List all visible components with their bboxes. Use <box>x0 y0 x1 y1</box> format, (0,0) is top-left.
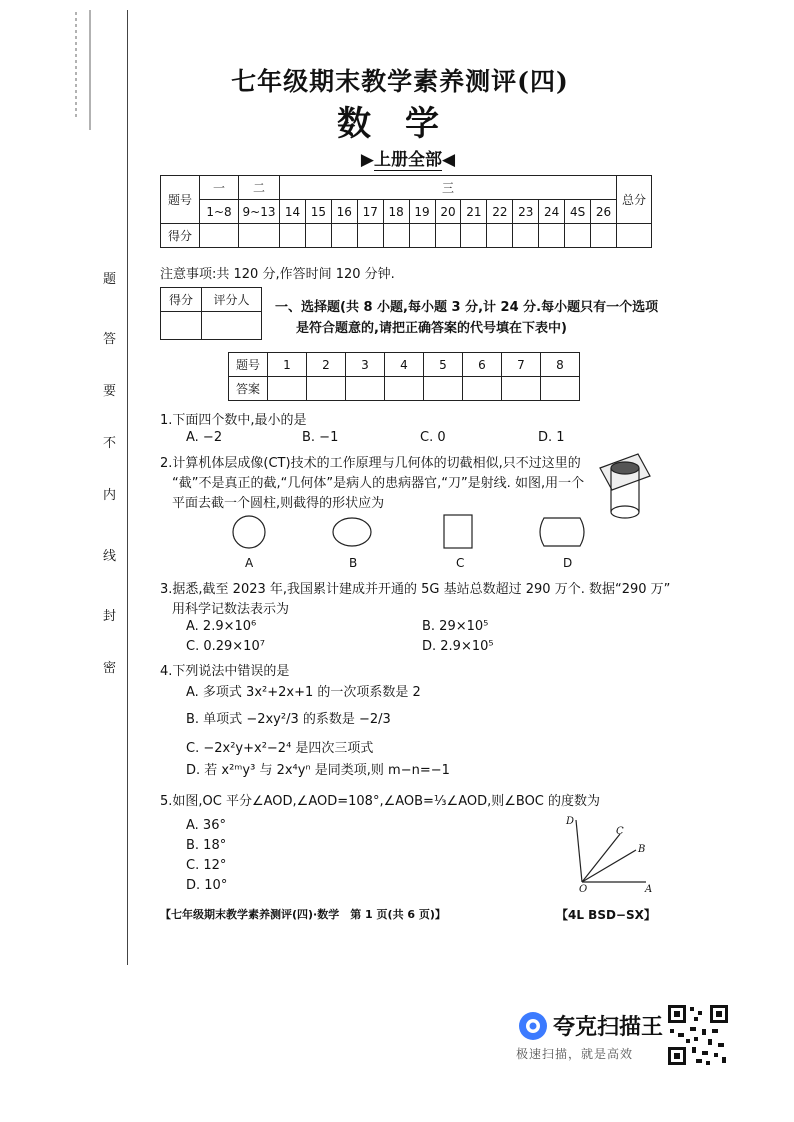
q3-option: D. 2.9×10⁵ <box>422 639 494 654</box>
question-number: 17 <box>357 200 383 224</box>
question-range: 1~8 <box>200 200 239 224</box>
total-cell[interactable] <box>617 224 652 248</box>
score-table <box>160 175 652 248</box>
label-d: D <box>566 816 575 827</box>
question-number: 15 <box>305 200 331 224</box>
label-a: A <box>645 884 653 894</box>
answer-cell[interactable] <box>385 377 424 401</box>
q5-stem: 5.如图,OC 平分∠AOD,∠AOD=108°,∠AOB=⅓∠AOD,则∠BOC 的度数为 <box>160 794 601 809</box>
question-number: 18 <box>383 200 409 224</box>
score-cell[interactable] <box>565 224 591 248</box>
scanner-brand: 夸克扫描王 <box>553 1015 664 1040</box>
question-number: 26 <box>591 200 617 224</box>
answer-cell[interactable] <box>346 377 385 401</box>
score-cell[interactable] <box>357 224 383 248</box>
q2-line: 2.计算机体层成像(CT)技术的工作原理与几何体的切截相似,只不过这里的 <box>160 456 581 471</box>
total-label: 总分 <box>617 176 652 224</box>
answer-number: 6 <box>463 353 502 377</box>
notice: 注意事项:共 120 分,作答时间 120 分钟. <box>160 267 395 282</box>
binding-char: 不 <box>103 436 117 451</box>
q3-option: B. 29×10⁵ <box>422 619 489 634</box>
score-cell[interactable] <box>435 224 461 248</box>
score-cell[interactable] <box>513 224 539 248</box>
binding-margin <box>0 0 130 960</box>
shape-ellipse <box>333 518 371 546</box>
binding-char: 要 <box>103 384 117 399</box>
binding-char: 封 <box>103 609 117 624</box>
exam-title: 七年级期末教学素养测评(四) <box>231 67 569 96</box>
score-cell[interactable] <box>305 224 331 248</box>
answer-number: 5 <box>424 353 463 377</box>
question-number: 21 <box>461 200 487 224</box>
answer-row-label: 题号 <box>229 353 268 377</box>
score-cell[interactable] <box>280 224 306 248</box>
score-cell[interactable] <box>200 224 239 248</box>
answer-cell[interactable] <box>307 377 346 401</box>
answer-number: 1 <box>268 353 307 377</box>
q1-option: B. −1 <box>302 430 339 445</box>
answer-row-label: 答案 <box>229 377 268 401</box>
answer-number: 2 <box>307 353 346 377</box>
question-number: 4S <box>565 200 591 224</box>
binding-line <box>127 10 128 965</box>
score-row-label: 得分 <box>161 224 200 248</box>
scope-label: ▶上册全部◀ <box>360 150 456 170</box>
q4-stem: 4.下列说法中错误的是 <box>160 664 290 679</box>
question-number: 24 <box>539 200 565 224</box>
q2-label: A <box>245 556 254 570</box>
answer-number: 3 <box>346 353 385 377</box>
score-row-label: 题号 <box>161 176 200 224</box>
grader-score-cell[interactable] <box>161 312 202 340</box>
question-number: 22 <box>487 200 513 224</box>
section-header: 一 <box>200 176 239 200</box>
q1-option: A. −2 <box>186 430 223 445</box>
question-number: 19 <box>409 200 435 224</box>
score-cell[interactable] <box>409 224 435 248</box>
section-header: 二 <box>239 176 280 200</box>
section1-heading-line1: 一、选择题(共 8 小题,每小题 3 分,计 24 分.每小题只有一个选项 <box>275 300 659 315</box>
score-cell[interactable] <box>487 224 513 248</box>
scanner-slogan: 极速扫描，就是高效 <box>516 1047 634 1061</box>
q1-option: C. 0 <box>420 430 446 445</box>
q3-option: A. 2.9×10⁶ <box>186 619 257 634</box>
question-number: 23 <box>513 200 539 224</box>
grader-box <box>160 287 262 340</box>
q2-label: D <box>563 556 573 570</box>
score-cell[interactable] <box>539 224 565 248</box>
label-c: C <box>616 826 624 837</box>
grader-label: 评分人 <box>202 288 262 312</box>
subject-title: 数学 <box>337 104 473 144</box>
answer-cell[interactable] <box>424 377 463 401</box>
grader-name-cell[interactable] <box>202 312 262 340</box>
q2-line: “截”不是真正的截,“几何体”是病人的患病器官,“刀”是射线. 如图,用一个 <box>172 476 585 491</box>
score-cell[interactable] <box>591 224 617 248</box>
answer-table <box>228 352 580 401</box>
score-cell[interactable] <box>461 224 487 248</box>
score-cell[interactable] <box>383 224 409 248</box>
q2-label: B <box>349 556 358 570</box>
question-number: 14 <box>280 200 306 224</box>
q3-line: 3.据悉,截至 2023 年,我国累计建成并开通的 5G 基站总数超过 290 万个. 数据“290 万” <box>160 582 671 597</box>
q2-shapes <box>228 512 588 552</box>
scope-text: 上册全部 <box>374 150 442 170</box>
shape-rectangle <box>444 515 472 548</box>
section1-heading-line2: 是符合题意的,请把正确答案的代号填在下表中) <box>296 321 567 336</box>
answer-cell[interactable] <box>268 377 307 401</box>
answer-number: 4 <box>385 353 424 377</box>
grader-score-label: 得分 <box>161 288 202 312</box>
q2-label: C <box>456 556 465 570</box>
q5-option: D. 10° <box>186 878 228 893</box>
shape-circle <box>233 516 265 548</box>
question-number: 20 <box>435 200 461 224</box>
q4-option: D. 若 x²ᵐy³ 与 2x⁴yⁿ 是同类项,则 m−n=−1 <box>186 763 450 778</box>
footer-left: 【七年级期末教学素养测评(四)·数学 第 1 页(共 6 页)】 <box>160 908 446 921</box>
q3-option: C. 0.29×10⁷ <box>186 639 265 654</box>
question-range: 9~13 <box>239 200 280 224</box>
question-number: 16 <box>331 200 357 224</box>
label-b: B <box>638 844 646 855</box>
binding-decoration <box>70 10 100 130</box>
q4-option: C. −2x²y+x²−2⁴ 是四次三项式 <box>186 741 374 756</box>
answer-cell[interactable] <box>541 377 580 401</box>
q3-line: 用科学记数法表示为 <box>172 602 290 617</box>
q2-line: 平面去截一个圆柱,则截得的形状应为 <box>172 496 385 511</box>
cylinder-figure <box>598 448 653 524</box>
label-o: O <box>579 884 588 894</box>
q1-option: D. 1 <box>538 430 565 445</box>
answer-number: 8 <box>541 353 580 377</box>
q5-option: C. 12° <box>186 858 227 873</box>
binding-char: 线 <box>103 549 117 564</box>
q5-option: B. 18° <box>186 838 227 853</box>
section-header: 三 <box>280 176 617 200</box>
q4-option: A. 多项式 3x²+2x+1 的一次项系数是 2 <box>186 685 421 700</box>
answer-number: 7 <box>502 353 541 377</box>
answer-cell[interactable] <box>463 377 502 401</box>
q5-option: A. 36° <box>186 818 226 833</box>
binding-char: 答 <box>103 332 117 347</box>
score-cell[interactable] <box>331 224 357 248</box>
qr-code-icon <box>666 1003 730 1067</box>
score-cell[interactable] <box>239 224 280 248</box>
binding-char: 题 <box>103 272 117 287</box>
shape-barrel <box>540 518 584 546</box>
angle-diagram <box>562 812 662 894</box>
binding-char: 内 <box>103 488 117 503</box>
binding-char: 密 <box>103 661 117 676</box>
q1-stem: 1.下面四个数中,最小的是 <box>160 413 307 428</box>
q4-option: B. 单项式 −2xy²/3 的系数是 −2/3 <box>186 712 391 727</box>
scanner-logo-icon <box>517 1010 549 1042</box>
footer-right: 【4L BSD−SX】 <box>556 908 656 922</box>
answer-cell[interactable] <box>502 377 541 401</box>
